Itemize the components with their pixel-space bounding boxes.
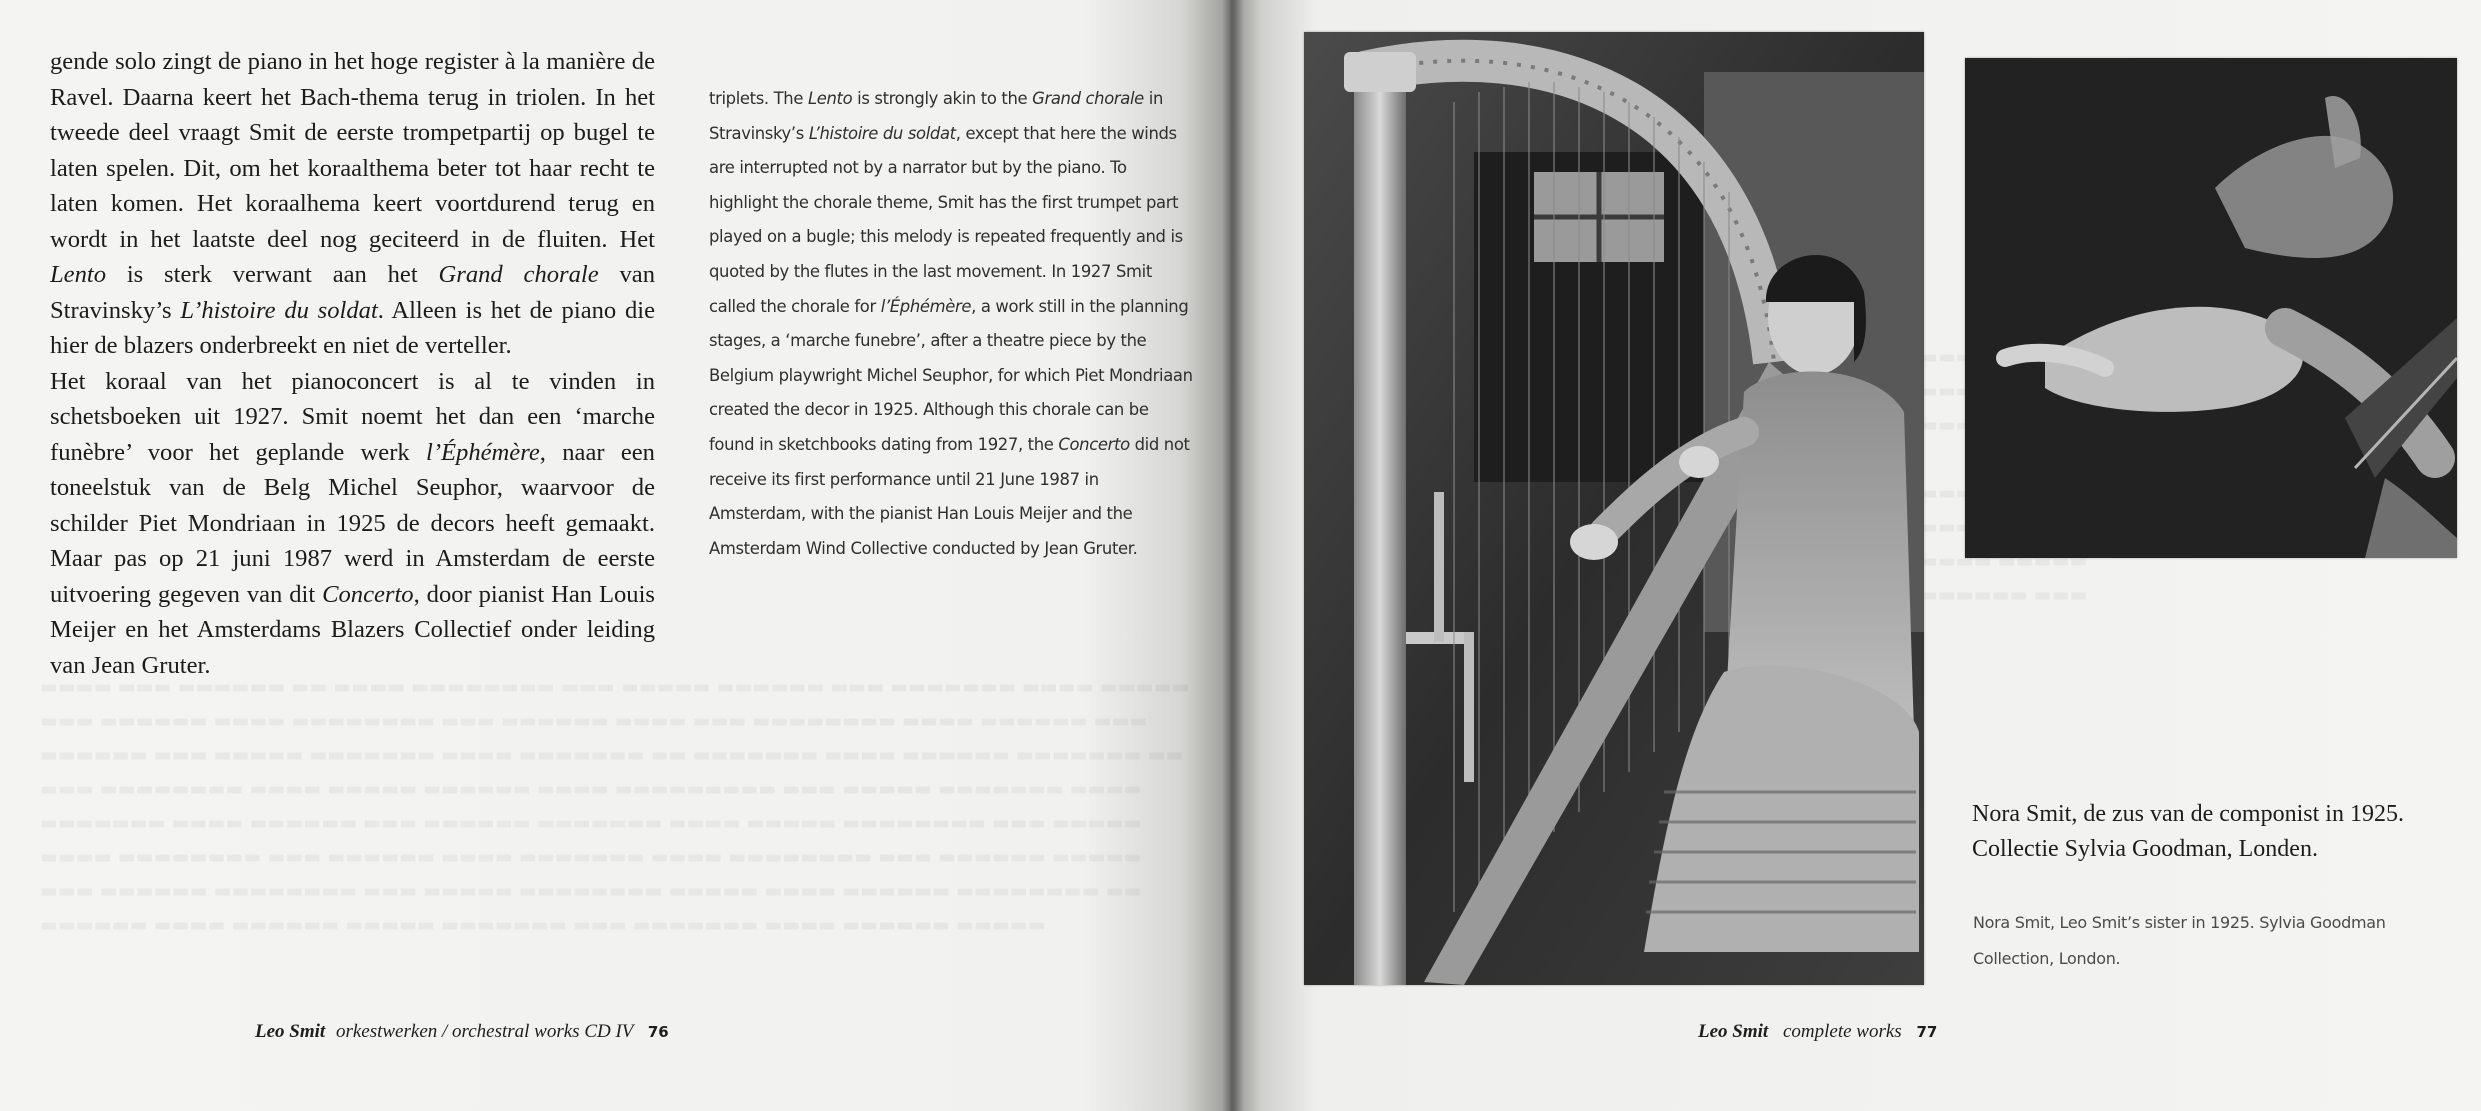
italic-title: Grand chorale (438, 261, 599, 288)
footer-author: Leo Smit (1698, 1021, 1769, 1042)
paragraph (50, 44, 655, 364)
hands-photo-illustration (1965, 58, 2457, 558)
paragraph (709, 82, 1195, 566)
text-run: , door pianist Han Louis Meijer en het Amsterdams Blazers Collectief onder leiding van Jean Gruter. (50, 580, 655, 679)
photo-hands-close-up (1965, 58, 2457, 558)
italic-title: l’Éphémère (880, 296, 972, 316)
show-through-text (40, 670, 1190, 1010)
paragraph (50, 364, 655, 684)
italic-title: Concerto (322, 580, 414, 608)
text-run: is strongly akin to the (852, 89, 1033, 108)
text-run: Het koraal van het pianoconcert is al te vinden in schetsboeken uit 1927. Smit noemt het dan een ‘marche funèbre’ voor het geplande werk (50, 367, 655, 466)
italic-title: l’Éphémère (425, 438, 540, 466)
footer-author: Leo Smit (255, 1021, 326, 1042)
page-number: 76 (647, 1023, 669, 1041)
right-page-footer (1698, 1021, 1937, 1043)
italic-title: Lento (50, 261, 107, 288)
text-run: , except that here the winds are interrupted not by a narrator but by the piano. To highlight the chorale theme, Smit has the first trumpet part played on a bugle; this melody is repeated frequently and is quoted by the flutes in the last movement. In 1927 Smit called the chorale for (709, 123, 1183, 316)
english-text-column (709, 82, 1195, 566)
text-run: , naar een toneelstuk van de Belg Michel Seuphor, waarvoor de schilder Piet Mondriaan in 1925 de decors heeft gemaakt. Maar pas op 21 juni 1987 werd in Amsterdam de eerste uitvoering gegeven van dit (50, 438, 655, 608)
text-run: van Stravinsky’s (50, 261, 655, 324)
text-run: did not receive its first performance until 21 June 1987 in Amsterdam, with the pianist Han Louis Meijer and the Amsterdam Wind Collective conducted by Jean Gruter. (709, 434, 1190, 558)
dutch-text-column (50, 44, 655, 683)
italic-title: Lento (807, 89, 853, 108)
italic-title: L’histoire du soldat (180, 296, 378, 324)
footer-title: orkestwerken / orchestral works CD IV (335, 1021, 634, 1042)
text-run: . Alleen is het de piano die hier de blazers onderbreekt en niet de verteller. (50, 296, 655, 359)
text-run: is sterk verwant aan het (106, 261, 439, 288)
left-page-footer (255, 1021, 669, 1043)
italic-title: Grand chorale (1032, 89, 1144, 108)
italic-title: Concerto (1058, 434, 1130, 454)
book-gutter (1222, 0, 1244, 1111)
text-run: gende solo zingt de piano in het hoge register à la manière de Ravel. Daarna keert het Bach-thema terug in triolen. In het tweede deel vraagt Smit de eerste trompetpartij op bugel te laten spelen. Dit, om het koraalthema beter tot haar recht te laten komen. Het koraalhema keert voortdurend terug en wordt in het laatste deel nog geciteerd in de fluiten. Het (50, 48, 655, 253)
photo-caption-english: Nora Smit, Leo Smit’s sister in 1925. Sylvia Goodman Collection, London. (1973, 913, 2386, 968)
photo-nora-smit-harp (1304, 32, 1924, 985)
italic-title: L’histoire du soldat (808, 123, 956, 143)
text-run: in Stravinsky’s (709, 89, 1164, 143)
photo-caption-dutch: Nora Smit, de zus van de componist in 1925. Collectie Sylvia Goodman, Londen. (1972, 801, 2404, 862)
text-run: triplets. The (709, 89, 808, 108)
left-page (0, 0, 1230, 1111)
footer-title: complete works (1782, 1021, 1902, 1042)
text-run: , a work still in the planning stages, a ‘marche funebre’, after a theatre piece by the Belgium playwright Michel Seuphor, for which Piet Mondriaan created the decor in 1925. Although this chorale can be found in sketchbooks dating from 1927, the (709, 296, 1193, 454)
harp-photo-illustration (1304, 32, 1924, 985)
page-number: 77 (1916, 1023, 1938, 1041)
